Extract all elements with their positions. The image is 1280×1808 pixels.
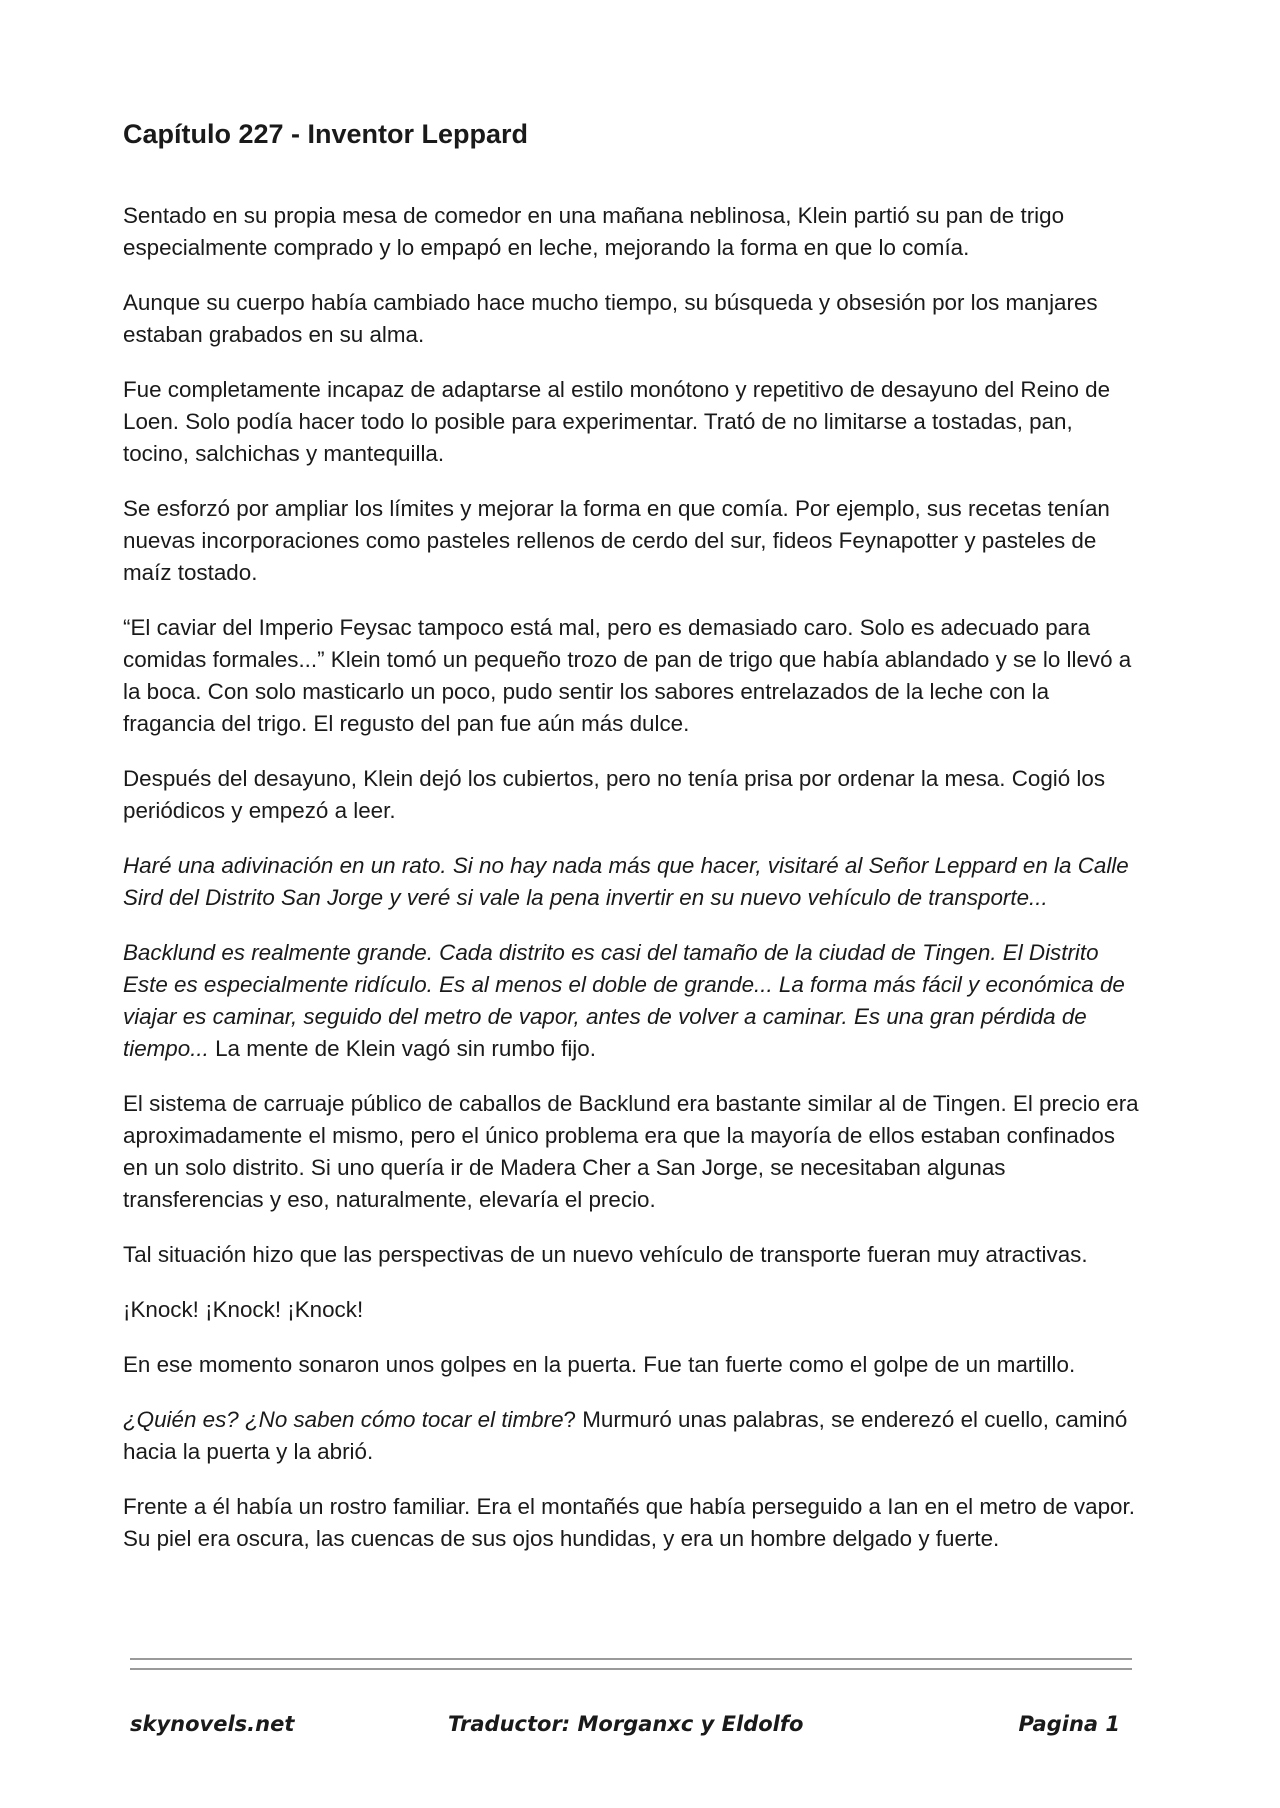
text-run: “El caviar del Imperio Feysac tampoco está mal, pero es demasiado caro. Solo es adecuado para comidas formales...” Klein tomó un pequeño trozo de pan de trigo que había ablandado y se lo llevó a la boca. Con solo masticarlo un poco, pudo sentir los sabores entrelazados de la leche con la fragancia del trigo. El regusto del pan fue aún más dulce. bbox=[123, 615, 1132, 737]
document-body bbox=[123, 118, 1139, 1578]
text-run: La mente de Klein vagó sin rumbo fijo. bbox=[208, 1036, 596, 1062]
paragraph bbox=[123, 1404, 1139, 1468]
chapter-title: Capítulo 227 - Inventor Leppard bbox=[123, 119, 529, 149]
paragraph bbox=[123, 763, 1139, 827]
footer-divider-bottom bbox=[130, 1668, 1132, 1670]
text-run: Se esforzó por ampliar los límites y mejorar la forma en que comía. Por ejemplo, sus recetas tenían nuevas incorporaciones como pasteles rellenos de cerdo del sur, fideos Feynapotter y pasteles de maíz tostado. bbox=[123, 496, 1110, 586]
paragraph bbox=[123, 200, 1139, 264]
text-run: Fue completamente incapaz de adaptarse al estilo monótono y repetitivo de desayuno del Reino de Loen. Solo podía hacer todo lo posible para experimentar. Trató de no limitarse a tostadas, pan, tocino, salchichas y mantequilla. bbox=[123, 377, 1111, 467]
paragraph bbox=[123, 1349, 1139, 1381]
paragraph bbox=[123, 1491, 1139, 1555]
text-run: ¡Knock! ¡Knock! ¡Knock! bbox=[123, 1297, 364, 1323]
footer-page-number: Pagina 1 bbox=[1018, 1712, 1120, 1736]
italic-text: ¿Quién es? ¿No saben cómo tocar el timbre bbox=[123, 1407, 564, 1433]
text-run: Después del desayuno, Klein dejó los cubiertos, pero no tenía prisa por ordenar la mesa. Cogió los periódicos y empezó a leer. bbox=[123, 766, 1106, 824]
footer-translator: Traductor: Morganxc y Eldolfo bbox=[448, 1712, 804, 1736]
footer-site: skynovels.net bbox=[130, 1712, 295, 1736]
text-run: En ese momento sonaron unos golpes en la puerta. Fue tan fuerte como el golpe de un martillo. bbox=[123, 1352, 1076, 1378]
paragraph bbox=[123, 374, 1139, 470]
paragraph bbox=[123, 1294, 1139, 1326]
paragraphs bbox=[123, 200, 1139, 1555]
text-run: ? Murmuró unas palabras, se enderezó el cuello, caminó hacia la puerta y la abrió. bbox=[123, 1407, 1128, 1465]
italic-text: Backlund es realmente grande. Cada distrito es casi del tamaño de la ciudad de Tingen. El Distrito Este es especialmente ridículo. Es al menos el doble de grande... La forma más fácil y económica de viajar es caminar, seguido del metro de vapor, antes de volver a caminar. Es una gran pérdida de tiempo... bbox=[123, 940, 1125, 1062]
paragraph bbox=[123, 850, 1139, 914]
paragraph bbox=[123, 1088, 1139, 1216]
paragraph bbox=[123, 493, 1139, 589]
text-run: Frente a él había un rostro familiar. Era el montañés que había perseguido a Ian en el metro de vapor. Su piel era oscura, las cuencas de sus ojos hundidas, y era un hombre delgado y fuerte. bbox=[123, 1494, 1135, 1552]
text-run: Tal situación hizo que las perspectivas de un nuevo vehículo de transporte fueran muy atractivas. bbox=[123, 1242, 1088, 1268]
text-run: Aunque su cuerpo había cambiado hace mucho tiempo, su búsqueda y obsesión por los manjares estaban grabados en su alma. bbox=[123, 290, 1098, 348]
footer-divider-top bbox=[130, 1658, 1132, 1660]
text-run: Sentado en su propia mesa de comedor en una mañana neblinosa, Klein partió su pan de trigo especialmente comprado y lo empapó en leche, mejorando la forma en que lo comía. bbox=[123, 203, 1065, 261]
text-run: El sistema de carruaje público de caballos de Backlund era bastante similar al de Tingen. El precio era aproximadamente el mismo, pero el único problema era que la mayoría de ellos estaban confinados en un solo distrito. Si uno quería ir de Madera Cher a San Jorge, se necesitaban algunas transferencias y eso, naturalmente, elevaría el precio. bbox=[123, 1091, 1139, 1213]
paragraph bbox=[123, 287, 1139, 351]
paragraph bbox=[123, 937, 1139, 1065]
paragraph bbox=[123, 612, 1139, 740]
paragraph bbox=[123, 1239, 1139, 1271]
italic-text: Haré una adivinación en un rato. Si no hay nada más que hacer, visitaré al Señor Leppard en la Calle Sird del Distrito San Jorge y veré si vale la pena invertir en su nuevo vehículo de transporte... bbox=[123, 853, 1129, 911]
